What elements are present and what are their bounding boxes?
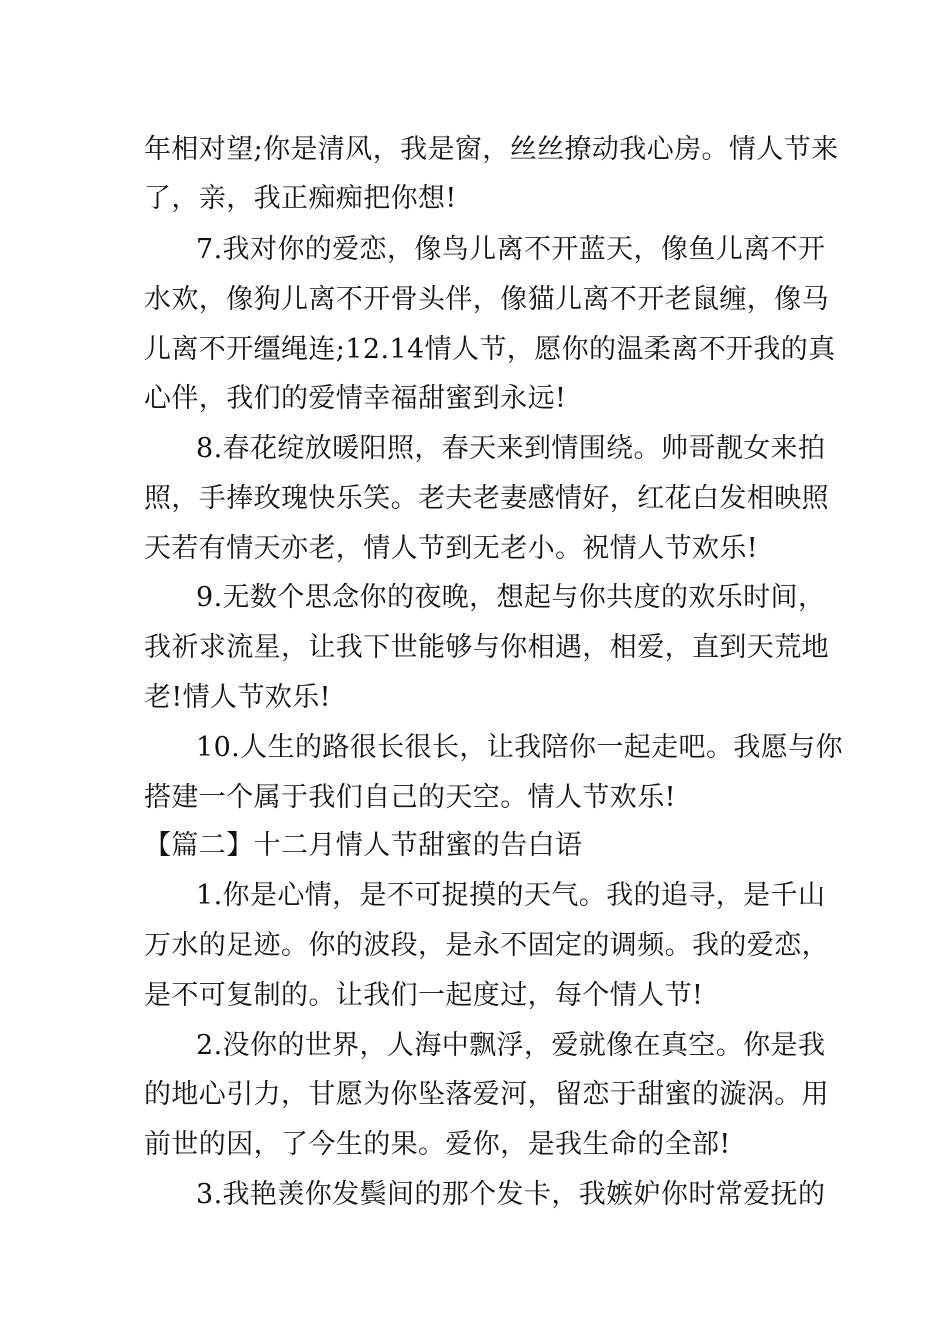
text-line: 儿离不开缰绳连;12.14情人节，愿你的温柔离不开我的真 xyxy=(144,334,836,365)
text-line: 9.无数个思念你的夜晚，想起与你共度的欢乐时间， xyxy=(196,582,826,613)
text-line: 我祈求流星，让我下世能够与你相遇，相爱，直到天荒地 xyxy=(144,632,829,663)
text-line: 2.没你的世界，人海中飘浮，爱就像在真空。你是我 xyxy=(196,1030,826,1061)
text-line: 水欢，像狗儿离不开骨头伴，像猫儿离不开老鼠缠，像马 xyxy=(144,284,829,315)
text-line: 7.我对你的爱恋，像鸟儿离不开蓝天，像鱼儿离不开 xyxy=(196,234,826,265)
text-line: 照，手捧玫瑰快乐笑。老夫老妻感情好，红花白发相映照 xyxy=(144,483,829,514)
text-line: 老!情人节欢乐! xyxy=(144,682,331,713)
text-line: 心伴，我们的爱情幸福甜蜜到永远! xyxy=(144,383,567,414)
text-line: 前世的因，了今生的果。爱你，是我生命的全部! xyxy=(144,1129,731,1160)
text-line: 万水的足迹。你的波段，是永不固定的调频。我的爱恋， xyxy=(144,930,829,961)
text-line: 是不可复制的。让我们一起度过，每个情人节! xyxy=(144,980,704,1011)
text-line: 搭建一个属于我们自己的天空。情人节欢乐! xyxy=(144,782,676,813)
text-line: 天若有情天亦老，情人节到无老小。祝情人节欢乐! xyxy=(144,533,759,564)
text-line: 1.你是心情，是不可捉摸的天气。我的追寻，是千山 xyxy=(196,880,826,911)
text-line: 10.人生的路很长很长，让我陪你一起走吧。我愿与你 xyxy=(196,732,843,763)
text-line: 3.我艳羡你发鬓间的那个发卡，我嫉妒你时常爱抚的 xyxy=(196,1179,826,1210)
text-line: 了，亲，我正痴痴把你想! xyxy=(144,183,457,214)
text-line: 8.春花绽放暖阳照，春天来到情围绕。帅哥靓女来拍 xyxy=(196,433,826,464)
section-heading: 【篇二】十二月情人节甜蜜的告白语 xyxy=(144,830,583,861)
text-line: 年相对望;你是清风，我是窗，丝丝撩动我心房。情人节来 xyxy=(144,134,839,165)
text-line: 的地心引力，甘愿为你坠落爱河，留恋于甜蜜的漩涡。用 xyxy=(144,1079,829,1110)
